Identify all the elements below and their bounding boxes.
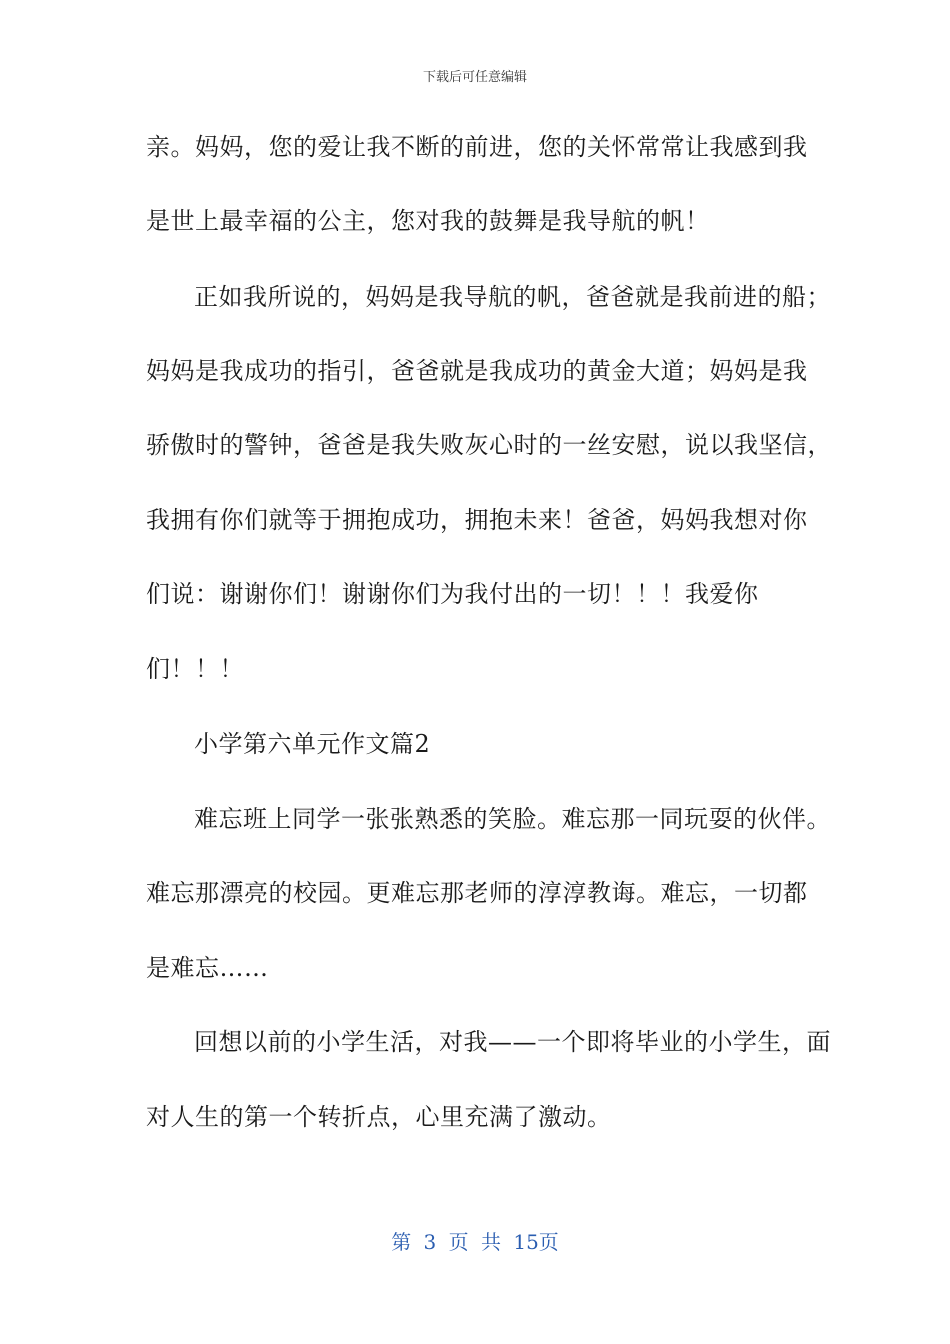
text-line: 我拥有你们就等于拥抱成功，拥抱未来！爸爸，妈妈我想对你 <box>146 506 808 534</box>
page-header: 下载后可任意编辑 <box>422 70 527 85</box>
text-line: 是难忘…… <box>146 954 269 982</box>
text-line: 亲。妈妈，您的爱让我不断的前进，您的关怀常常让我感到我 <box>146 133 808 161</box>
paragraph-start-line: 正如我所说的，妈妈是我导航的帆，爸爸就是我前进的船； <box>194 283 831 311</box>
text-line: 们说：谢谢你们！谢谢你们为我付出的一切！！！我爱你 <box>146 580 759 608</box>
text-line: 难忘那漂亮的校园。更难忘那老师的淳淳教诲。难忘，一切都 <box>146 879 808 907</box>
page-footer: 第 3 页 共 15页 <box>391 1230 559 1254</box>
text-line: 对人生的第一个转折点，心里充满了激动。 <box>146 1103 612 1131</box>
text-line: 骄傲时的警钟，爸爸是我失败灰心时的一丝安慰，说以我坚信， <box>146 431 832 459</box>
text-line: 是世上最幸福的公主，您对我的鼓舞是我导航的帆！ <box>146 207 710 235</box>
section-heading: 小学第六单元作文篇2 <box>194 730 431 758</box>
paragraph-start-line: 回想以前的小学生活，对我——一个即将毕业的小学生，面 <box>194 1028 831 1056</box>
text-line: 妈妈是我成功的指引，爸爸就是我成功的黄金大道；妈妈是我 <box>146 357 808 385</box>
paragraph-start-line: 难忘班上同学一张张熟悉的笑脸。难忘那一同玩耍的伙伴。 <box>194 805 831 833</box>
text-line: 们！！！ <box>146 655 244 683</box>
